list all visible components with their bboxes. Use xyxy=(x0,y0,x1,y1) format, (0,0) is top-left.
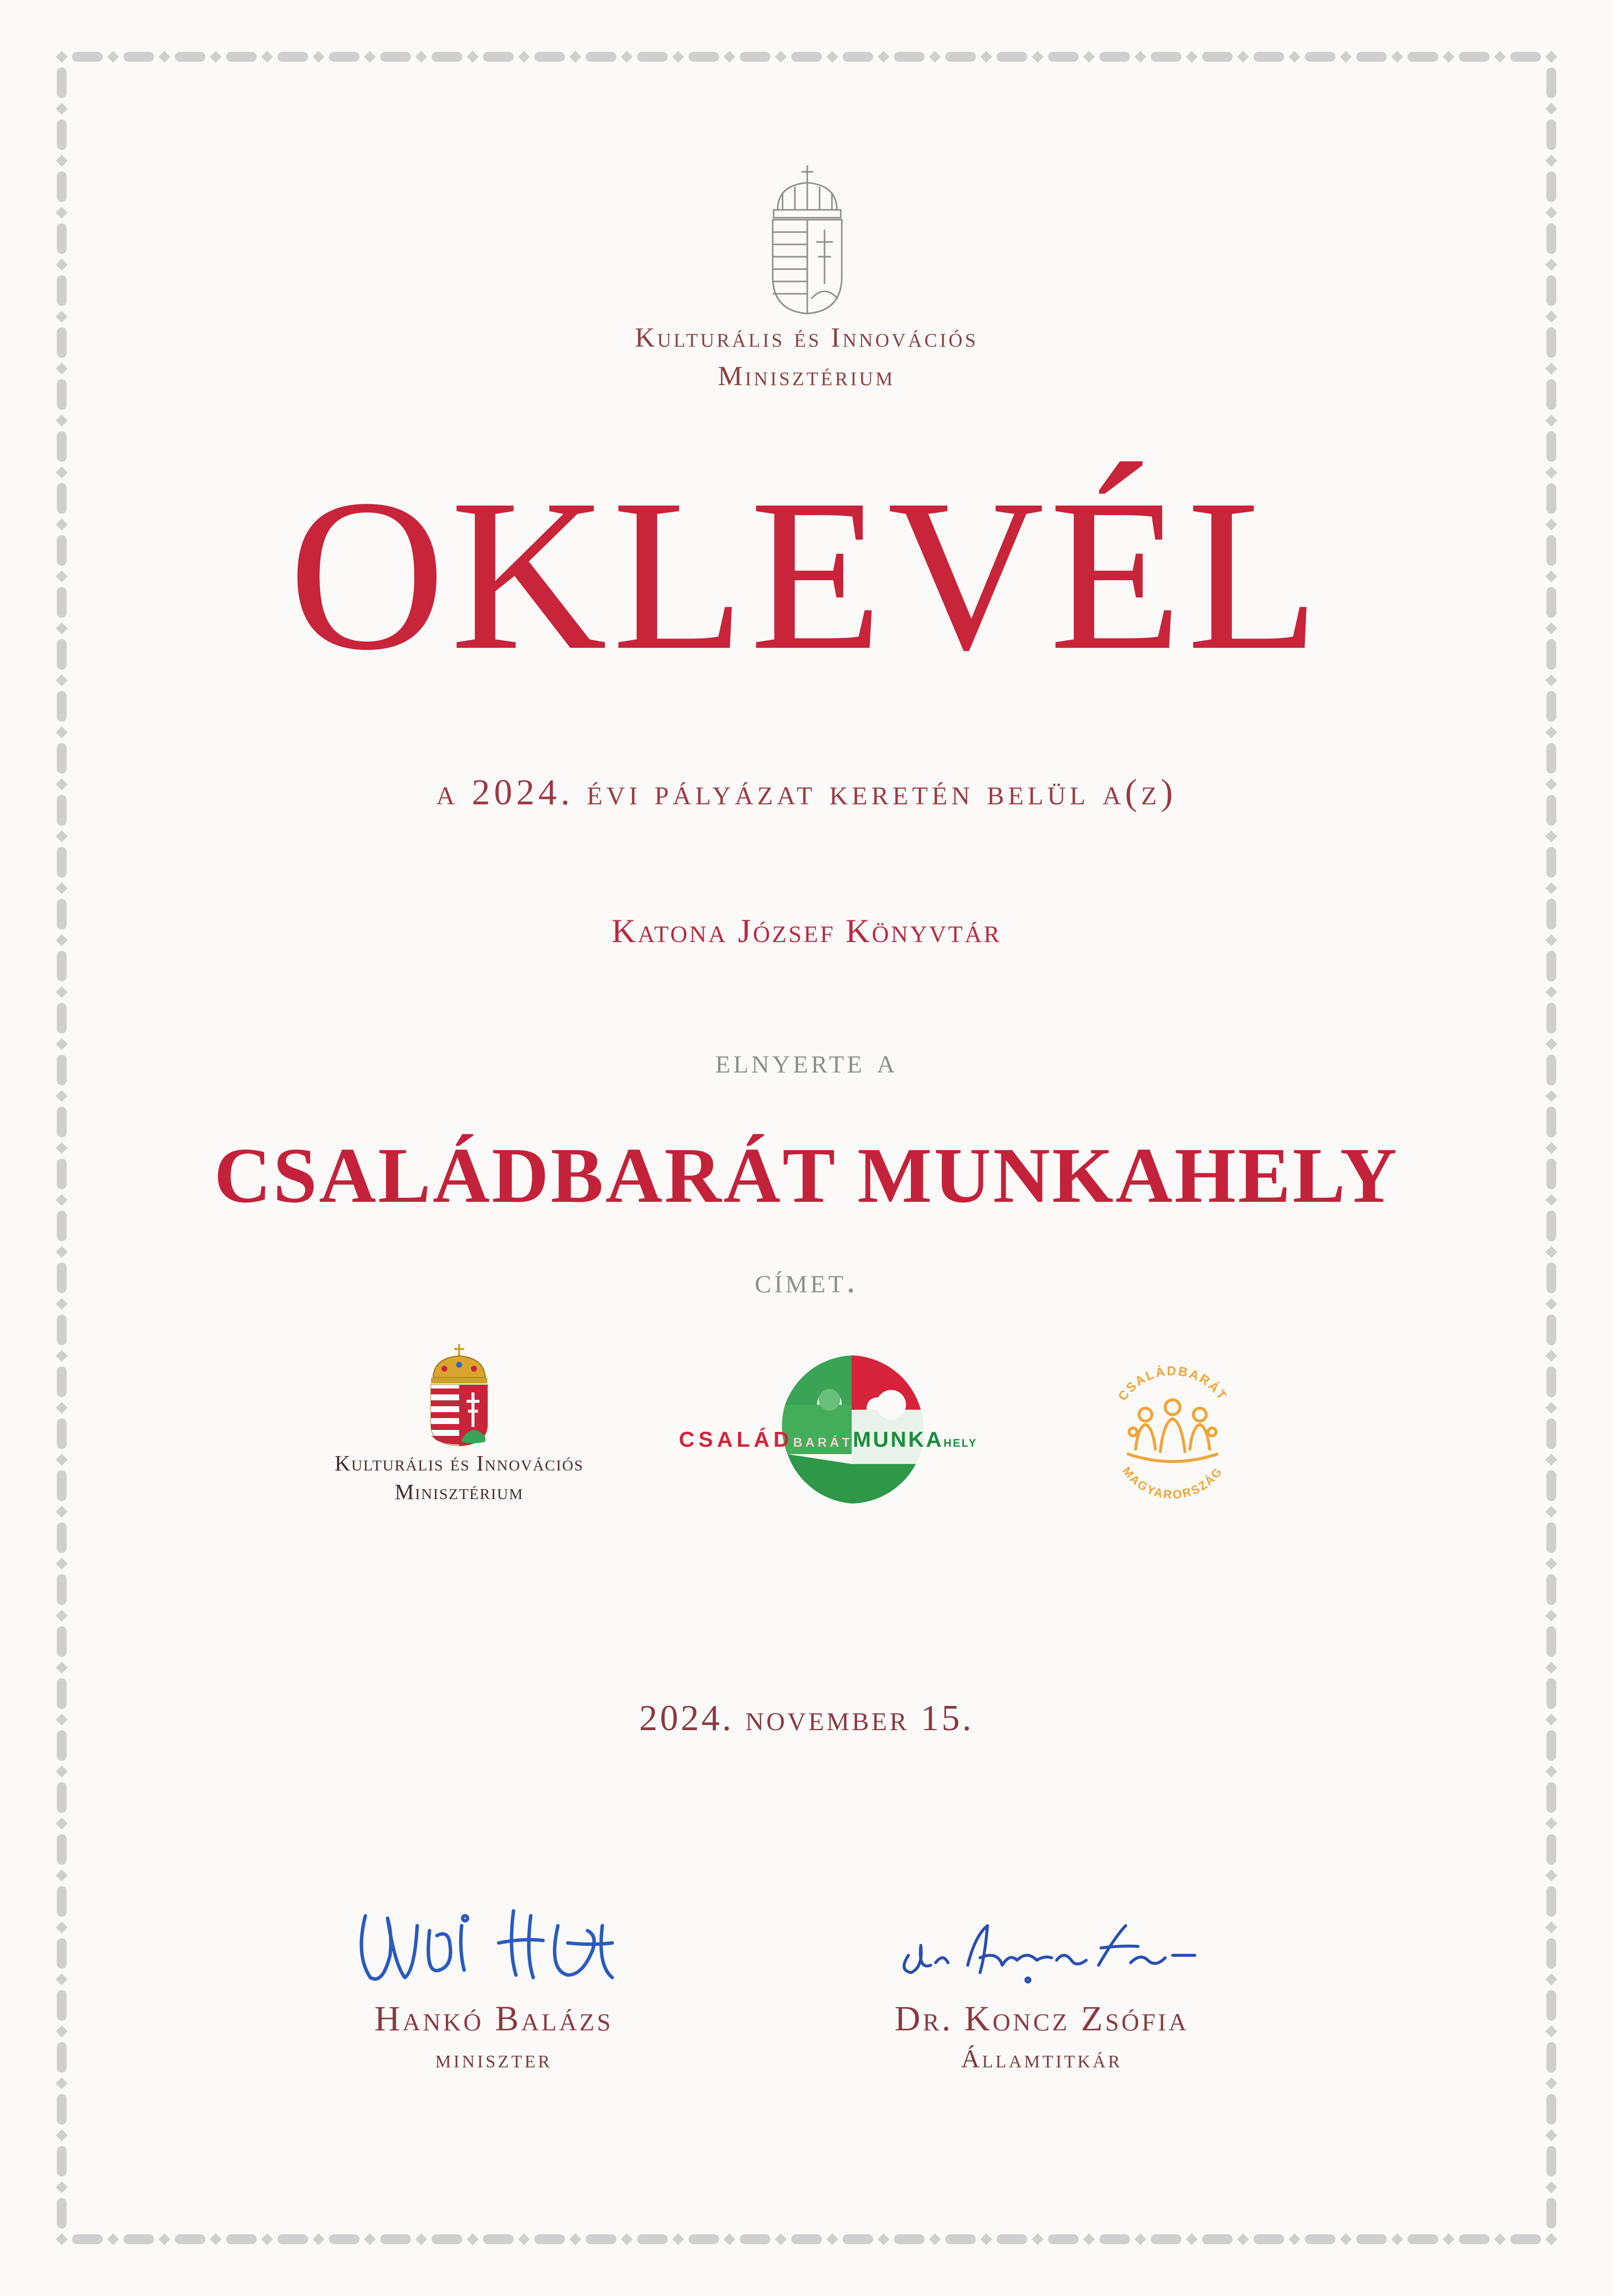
border-diamond xyxy=(1340,2233,1352,2245)
signatory-role: miniszter xyxy=(435,2045,552,2073)
border-diamond xyxy=(1289,2233,1300,2245)
border-diamond xyxy=(210,2233,222,2245)
border-segment xyxy=(1546,68,1556,98)
border-segment xyxy=(57,847,67,877)
border-segment xyxy=(637,52,668,62)
border-diamond xyxy=(1032,51,1044,63)
title-suffix: címet. xyxy=(754,1261,859,1300)
border-segment xyxy=(57,1522,67,1553)
border-segment xyxy=(1048,2234,1079,2244)
border-diamond xyxy=(1237,2233,1249,2245)
border-segment xyxy=(534,2234,565,2244)
border-segment xyxy=(1546,1314,1556,1345)
border-diamond xyxy=(364,51,376,63)
border-diamond xyxy=(467,2233,478,2245)
border-diamond xyxy=(1032,2233,1044,2245)
border-segment xyxy=(1305,2234,1336,2244)
border-segment xyxy=(534,52,565,62)
border-segment xyxy=(1408,52,1438,62)
signatory-role: Államtitkár xyxy=(961,2045,1123,2073)
border-diamond xyxy=(1545,1506,1557,1518)
border-diamond xyxy=(1545,2233,1557,2245)
border-diamond xyxy=(56,1350,68,1362)
border-diamond xyxy=(415,2233,427,2245)
border-segment xyxy=(57,1990,67,2020)
border-segment xyxy=(123,52,154,62)
border-diamond xyxy=(1545,1558,1557,1570)
border-segment xyxy=(380,2234,411,2244)
border-diamond xyxy=(56,831,68,842)
csaladbarat-munkahely-logo xyxy=(679,1350,1024,1513)
hungarian-coat-of-arms-icon xyxy=(768,163,847,316)
wordmark-munka: MUNKA xyxy=(853,1427,944,1452)
border-segment xyxy=(1459,2234,1490,2244)
hungarian-coat-of-arms-icon xyxy=(427,1343,491,1447)
border-segment xyxy=(1151,2234,1181,2244)
border-segment xyxy=(1459,52,1490,62)
border-diamond xyxy=(467,51,478,63)
border-diamond xyxy=(1083,51,1095,63)
border-diamond xyxy=(56,1869,68,1881)
csaladbarat-munkahely-wordmark xyxy=(679,1427,1024,1456)
border-segment xyxy=(894,2234,925,2244)
border-segment xyxy=(1546,1782,1556,1813)
border-segment xyxy=(483,52,513,62)
border-segment xyxy=(1546,1522,1556,1553)
recipient-name: Katona József Könyvtár xyxy=(611,912,1002,950)
border-segment xyxy=(1546,2146,1556,2177)
wordmark-csalad: CSALÁD xyxy=(679,1427,793,1452)
svg-text:MAGYARORSZÁG xyxy=(1120,1465,1225,1502)
border-segment xyxy=(57,276,67,306)
border-diamond xyxy=(1443,2233,1455,2245)
border-diamond xyxy=(1545,831,1557,842)
border-diamond xyxy=(56,2181,68,2193)
border-segment xyxy=(57,1626,67,1657)
issue-date: 2024. november 15. xyxy=(639,1698,974,1739)
border-diamond xyxy=(1545,726,1557,738)
border-segment xyxy=(380,52,411,62)
border-segment xyxy=(57,2198,67,2228)
border-diamond xyxy=(56,1402,68,1414)
border-segment xyxy=(688,52,719,62)
border-segment xyxy=(57,2042,67,2073)
signature-hanko xyxy=(336,1896,652,1995)
border-segment xyxy=(1048,52,1079,62)
border-diamond xyxy=(415,51,427,63)
border-diamond xyxy=(1391,51,1403,63)
border-diamond xyxy=(775,51,787,63)
border-diamond xyxy=(56,882,68,894)
border-diamond xyxy=(981,51,992,63)
border-diamond xyxy=(261,51,273,63)
border-diamond xyxy=(826,51,838,63)
border-segment xyxy=(226,52,257,62)
border-segment xyxy=(1202,52,1233,62)
border-diamond xyxy=(1391,2233,1403,2245)
border-diamond xyxy=(1545,2025,1557,2037)
border-diamond xyxy=(56,726,68,738)
border-diamond xyxy=(1545,1454,1557,1465)
border-segment xyxy=(57,68,67,98)
border-diamond xyxy=(1545,1350,1557,1362)
document-title: OKLEVÉL xyxy=(288,455,1325,695)
border-segment xyxy=(688,2234,719,2244)
border-diamond xyxy=(158,2233,170,2245)
signatory-state-secretary xyxy=(820,1906,1264,2077)
border-segment xyxy=(1546,1626,1556,1657)
border-segment xyxy=(1254,2234,1284,2244)
border-segment xyxy=(57,1367,67,1397)
border-segment xyxy=(1546,1575,1556,1605)
border-diamond xyxy=(107,2233,119,2245)
wordmark-hely: HELY xyxy=(944,1437,978,1449)
family-figures-icon xyxy=(1128,1400,1217,1462)
border-diamond xyxy=(826,2233,838,2245)
border-diamond xyxy=(1545,1662,1557,1673)
border-segment xyxy=(1100,52,1130,62)
border-diamond xyxy=(1494,2233,1506,2245)
border-segment xyxy=(1546,1419,1556,1449)
border-diamond xyxy=(56,103,68,115)
border-diamond xyxy=(1545,51,1557,63)
border-diamond xyxy=(1545,155,1557,166)
border-segment xyxy=(57,1003,67,1033)
border-diamond xyxy=(1545,1818,1557,1829)
border-segment xyxy=(1305,52,1336,62)
border-segment xyxy=(586,2234,616,2244)
border-diamond xyxy=(1545,1090,1557,1102)
border-segment xyxy=(57,1886,67,1917)
border-segment xyxy=(894,52,925,62)
border-diamond xyxy=(1545,882,1557,894)
border-segment xyxy=(843,52,873,62)
border-segment xyxy=(1510,52,1541,62)
border-diamond xyxy=(56,207,68,219)
border-diamond xyxy=(56,51,68,63)
border-segment xyxy=(1546,1003,1556,1033)
border-segment xyxy=(432,52,462,62)
border-diamond xyxy=(1186,51,1198,63)
border-segment xyxy=(329,2234,359,2244)
border-segment xyxy=(1546,119,1556,150)
border-segment xyxy=(1510,2234,1541,2244)
border-diamond xyxy=(261,2233,273,2245)
border-diamond xyxy=(1289,51,1300,63)
border-segment xyxy=(329,52,359,62)
border-diamond xyxy=(313,51,324,63)
won-text: elnyerte a xyxy=(715,1041,898,1080)
border-diamond xyxy=(56,1818,68,1829)
ring-top-text: CSALÁDBARÁT xyxy=(1115,1363,1231,1404)
border-segment xyxy=(997,2234,1027,2244)
wordmark-barat: BARÁT xyxy=(793,1435,853,1450)
border-segment xyxy=(1100,2234,1130,2244)
border-diamond xyxy=(56,1922,68,1934)
border-segment xyxy=(1546,1367,1556,1397)
border-diamond xyxy=(56,2025,68,2037)
border-diamond xyxy=(1083,2233,1095,2245)
border-segment xyxy=(1546,1938,1556,1969)
ministry-logo-line-2: Minisztérium xyxy=(394,1480,524,1504)
border-segment xyxy=(1202,2234,1233,2244)
border-diamond xyxy=(1545,2181,1557,2193)
border-diamond xyxy=(56,415,68,427)
border-diamond xyxy=(56,1610,68,1622)
border-segment xyxy=(1546,276,1556,306)
border-segment xyxy=(57,1470,67,1501)
border-diamond xyxy=(56,986,68,998)
border-segment xyxy=(637,2234,668,2244)
border-diamond xyxy=(1545,1974,1557,1985)
border-diamond xyxy=(313,2233,324,2245)
border-segment xyxy=(57,2094,67,2125)
border-segment xyxy=(1546,1990,1556,2020)
border-segment xyxy=(57,223,67,254)
border-segment xyxy=(1356,52,1387,62)
border-diamond xyxy=(569,51,581,63)
border-segment xyxy=(57,2146,67,2177)
border-diamond xyxy=(1135,2233,1146,2245)
border-diamond xyxy=(518,51,530,63)
border-segment xyxy=(1546,2094,1556,2125)
ministry-line-1: Kulturális és Innovációs xyxy=(634,322,979,353)
border-segment xyxy=(57,1419,67,1449)
border-diamond xyxy=(1545,1402,1557,1414)
border-diamond xyxy=(56,1090,68,1102)
intro-text: a 2024. évi pályázat keretén belül a(z) xyxy=(436,772,1177,813)
border-diamond xyxy=(672,2233,684,2245)
signatory-minister xyxy=(272,1896,716,2077)
border-segment xyxy=(432,2234,462,2244)
border-segment xyxy=(175,52,205,62)
border-segment xyxy=(226,2234,257,2244)
border-diamond xyxy=(1545,2130,1557,2141)
border-diamond xyxy=(56,2130,68,2141)
border-diamond xyxy=(723,2233,735,2245)
border-diamond xyxy=(56,1246,68,1258)
border-segment xyxy=(1254,52,1284,62)
border-segment xyxy=(1546,1470,1556,1501)
border-diamond xyxy=(1545,207,1557,219)
border-diamond xyxy=(56,2233,68,2245)
border-diamond xyxy=(1545,2077,1557,2089)
border-diamond xyxy=(1545,415,1557,427)
svg-text:CSALÁDBARÁT xyxy=(1115,1363,1230,1403)
border-diamond xyxy=(1545,1869,1557,1881)
border-diamond xyxy=(56,259,68,271)
border-segment xyxy=(1546,847,1556,877)
border-diamond xyxy=(107,51,119,63)
border-diamond xyxy=(1545,1766,1557,1778)
signatory-name: Hankó Balázs xyxy=(374,1999,613,2038)
border-segment xyxy=(72,2234,103,2244)
border-segment xyxy=(57,119,67,150)
border-diamond xyxy=(621,2233,632,2245)
border-diamond xyxy=(56,1506,68,1518)
border-segment xyxy=(1546,951,1556,982)
border-segment xyxy=(57,1782,67,1813)
border-segment xyxy=(57,951,67,982)
border-diamond xyxy=(1545,1246,1557,1258)
border-diamond xyxy=(56,2077,68,2089)
border-segment xyxy=(123,2234,154,2244)
border-segment xyxy=(1546,223,1556,254)
border-segment xyxy=(57,1938,67,1969)
border-diamond xyxy=(981,2233,992,2245)
border-diamond xyxy=(621,51,632,63)
border-diamond xyxy=(1545,259,1557,271)
border-diamond xyxy=(929,2233,941,2245)
ministry-logo-text xyxy=(296,1449,622,1506)
border-segment xyxy=(791,52,822,62)
border-diamond xyxy=(1135,51,1146,63)
border-diamond xyxy=(518,2233,530,2245)
border-diamond xyxy=(56,1974,68,1985)
border-diamond xyxy=(56,155,68,166)
border-diamond xyxy=(929,51,941,63)
border-diamond xyxy=(56,1454,68,1465)
border-segment xyxy=(1546,2042,1556,2073)
border-segment xyxy=(740,2234,770,2244)
border-segment xyxy=(277,2234,308,2244)
border-segment xyxy=(945,2234,976,2244)
border-segment xyxy=(740,52,770,62)
border-diamond xyxy=(1186,2233,1198,2245)
border-segment xyxy=(1546,1886,1556,1917)
border-diamond xyxy=(1545,1922,1557,1934)
border-segment xyxy=(791,2234,822,2244)
csaladbarat-magyarorszag-logo xyxy=(1094,1353,1252,1511)
border-diamond xyxy=(158,51,170,63)
ministry-logo-line-1: Kulturális és Innovációs xyxy=(334,1451,584,1475)
border-segment xyxy=(1546,171,1556,202)
border-diamond xyxy=(1494,51,1506,63)
ministry-logo xyxy=(296,1343,622,1521)
border-diamond xyxy=(775,2233,787,2245)
border-segment xyxy=(945,52,976,62)
border-segment xyxy=(175,2234,205,2244)
border-segment xyxy=(843,2234,873,2244)
border-diamond xyxy=(878,2233,890,2245)
border-segment xyxy=(997,52,1027,62)
border-diamond xyxy=(1545,986,1557,998)
border-diamond xyxy=(1443,51,1455,63)
signature-koncz xyxy=(869,1906,1215,1995)
border-diamond xyxy=(723,51,735,63)
border-segment xyxy=(57,1314,67,1345)
border-segment xyxy=(57,171,67,202)
border-diamond xyxy=(1545,103,1557,115)
border-segment xyxy=(483,2234,513,2244)
border-segment xyxy=(1356,2234,1387,2244)
border-segment xyxy=(72,52,103,62)
border-segment xyxy=(57,1834,67,1865)
border-diamond xyxy=(56,1662,68,1673)
border-diamond xyxy=(364,2233,376,2245)
border-diamond xyxy=(1237,51,1249,63)
signatory-name: Dr. Koncz Zsófia xyxy=(895,1999,1189,2038)
border-segment xyxy=(57,1575,67,1605)
border-segment xyxy=(1546,2198,1556,2228)
border-segment xyxy=(1546,1834,1556,1865)
border-diamond xyxy=(878,51,890,63)
border-diamond xyxy=(210,51,222,63)
award-title: CSALÁDBARÁT MUNKAHELY xyxy=(214,1131,1399,1219)
ministry-line-2: Minisztérium xyxy=(718,361,895,392)
ring-bottom-text: MAGYARORSZÁG xyxy=(1119,1464,1226,1502)
border-diamond xyxy=(1545,1610,1557,1622)
border-segment xyxy=(586,52,616,62)
border-diamond xyxy=(56,1558,68,1570)
border-diamond xyxy=(672,51,684,63)
border-segment xyxy=(277,52,308,62)
border-diamond xyxy=(56,1766,68,1778)
border-diamond xyxy=(569,2233,581,2245)
border-diamond xyxy=(1340,51,1352,63)
ministry-name xyxy=(0,318,1613,396)
border-segment xyxy=(1408,2234,1438,2244)
border-segment xyxy=(1151,52,1181,62)
